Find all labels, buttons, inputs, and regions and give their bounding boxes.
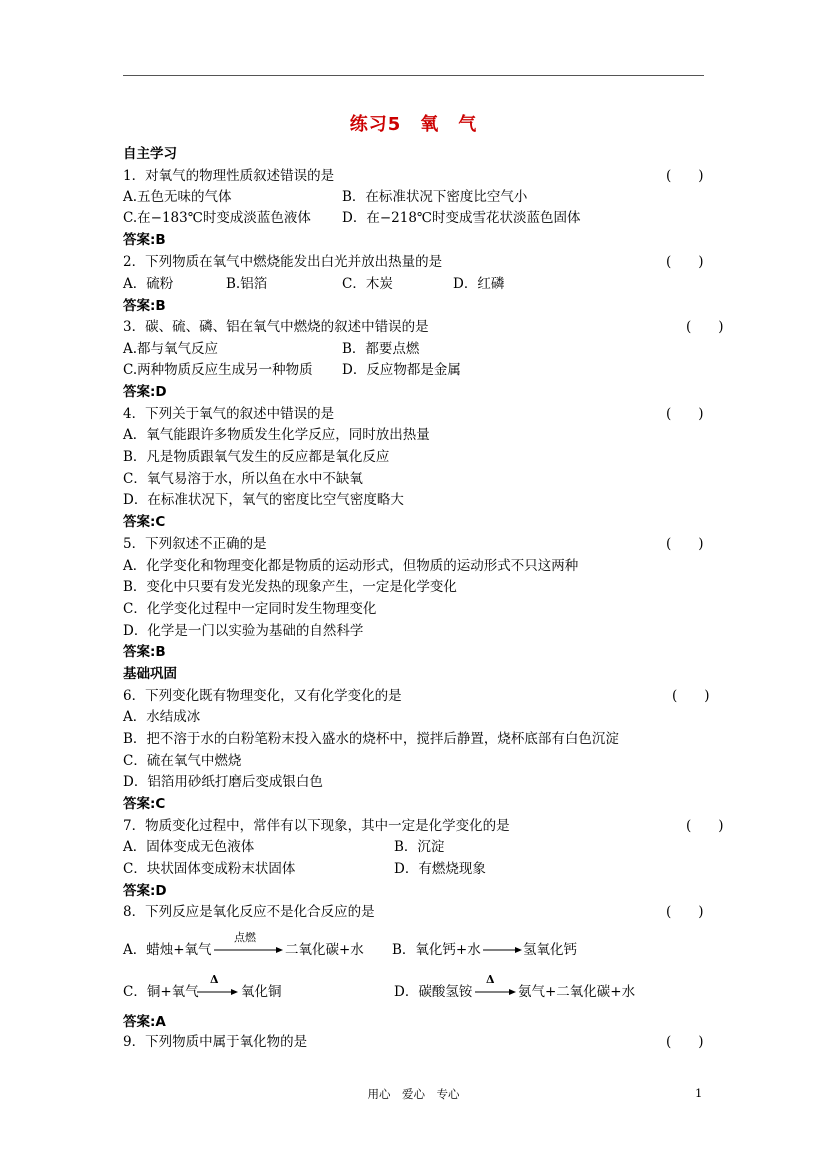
q1-option-a: A.五色无味的气体 bbox=[123, 189, 232, 205]
q1-answer: 答案:B bbox=[123, 232, 166, 248]
q5-option-b: B．变化中只要有发光发热的现象产生，一定是化学变化 bbox=[123, 579, 457, 595]
q9-stem: 9．下列物质中属于氧化物的是 bbox=[123, 1034, 308, 1050]
q7-option-d: D．有燃烧现象 bbox=[394, 861, 486, 877]
q2-option-c: C．木炭 bbox=[342, 276, 393, 292]
q2-answer-blank: ( ) bbox=[666, 254, 704, 270]
q2-option-b: B.铝箔 bbox=[226, 276, 268, 292]
q7-answer: 答案:D bbox=[123, 883, 167, 899]
q3-option-a: A.都与氧气反应 bbox=[123, 341, 219, 357]
q8-option-b-products: 氢氧化钙 bbox=[523, 942, 577, 958]
q4-stem: 4．下列关于氧气的叙述中错误的是 bbox=[123, 406, 335, 422]
q4-option-b: B．凡是物质跟氧气发生的反应都是氧化反应 bbox=[123, 449, 390, 465]
q1-answer-blank: ( ) bbox=[666, 168, 704, 184]
q2-option-d: D．红磷 bbox=[453, 276, 505, 292]
q8-answer-blank: ( ) bbox=[666, 904, 704, 920]
q8-answer: 答案:A bbox=[123, 1014, 166, 1030]
q1-stem: 1．对氧气的物理性质叙述错误的是 bbox=[123, 168, 335, 184]
q7-option-c: C．块状固体变成粉末状固体 bbox=[123, 861, 296, 877]
q5-option-a: A．化学变化和物理变化都是物质的运动形式，但物质的运动形式不只这两种 bbox=[123, 558, 579, 574]
q8-option-c-reactants: C．铜+氧气 bbox=[123, 984, 199, 1000]
q4-option-c: C．氧气易溶于水，所以鱼在水中不缺氧 bbox=[123, 471, 363, 487]
q5-option-c: C．化学变化过程中一定同时发生物理变化 bbox=[123, 601, 377, 617]
q8-option-c-condition: Δ bbox=[210, 973, 219, 986]
q6-option-d: D．铝箔用砂纸打磨后变成银白色 bbox=[123, 774, 323, 790]
q4-answer: 答案:C bbox=[123, 514, 166, 530]
q3-option-c: C.两种物质反应生成另一种物质 bbox=[123, 362, 313, 378]
q3-stem: 3．碳、硫、磷、铝在氧气中燃烧的叙述中错误的是 bbox=[123, 319, 429, 335]
page-number: 1 bbox=[695, 1086, 703, 1100]
q8-option-b-reactants: B．氧化钙+水 bbox=[392, 942, 481, 958]
q1-option-c: C.在−183℃时变成淡蓝色液体 bbox=[123, 210, 311, 226]
q5-option-d: D．化学是一门以实验为基础的自然科学 bbox=[123, 623, 364, 639]
q3-option-d: D．反应物都是金属 bbox=[342, 362, 461, 378]
q8-option-c-arrow bbox=[196, 986, 240, 998]
q8-option-a-reactants: A．蜡烛+氧气 bbox=[123, 942, 212, 958]
q8-option-d-condition: Δ bbox=[486, 973, 495, 986]
q6-answer: 答案:C bbox=[123, 796, 166, 812]
q4-option-d: D．在标准状况下，氧气的密度比空气密度略大 bbox=[123, 492, 404, 508]
q8-option-a-arrow bbox=[213, 944, 285, 956]
q2-stem: 2．下列物质在氧气中燃烧能发出白光并放出热量的是 bbox=[123, 254, 443, 270]
q6-option-b: B．把不溶于水的白粉笔粉末投入盛水的烧杯中，搅拌后静置，烧杯底部有白色沉淀 bbox=[123, 731, 619, 747]
q8-option-d-reactants: D．碳酸氢铵 bbox=[394, 984, 473, 1000]
q8-option-d-products: 氨气+二氧化碳+水 bbox=[518, 984, 636, 1000]
q6-option-a: A．水结成冰 bbox=[123, 709, 201, 725]
q5-answer-blank: ( ) bbox=[666, 536, 704, 552]
q8-option-a-products: 二氧化碳+水 bbox=[285, 942, 364, 958]
q1-option-d: D．在−218℃时变成雪花状淡蓝色固体 bbox=[342, 210, 581, 226]
q8-option-c-products: 氧化铜 bbox=[241, 984, 282, 1000]
footer-motto: 用心 爱心 专心 bbox=[367, 1087, 460, 1101]
header-rule bbox=[123, 75, 704, 76]
section-heading-self-study: 自主学习 bbox=[123, 146, 177, 162]
q6-option-c: C．硫在氧气中燃烧 bbox=[123, 753, 242, 769]
q6-answer-blank: ( ) bbox=[672, 688, 710, 704]
q9-answer-blank: ( ) bbox=[666, 1034, 704, 1050]
q2-option-a: A．硫粉 bbox=[123, 276, 174, 292]
q3-answer: 答案:D bbox=[123, 384, 167, 400]
q1-option-b: B．在标准状况下密度比空气小 bbox=[342, 189, 528, 205]
q7-option-a: A．固体变成无色液体 bbox=[123, 839, 255, 855]
q7-answer-blank: ( ) bbox=[686, 818, 724, 834]
q8-option-b-arrow bbox=[482, 944, 524, 956]
section-heading-consolidation: 基础巩固 bbox=[123, 666, 177, 682]
q5-answer: 答案:B bbox=[123, 644, 166, 660]
q7-option-b: B．沉淀 bbox=[394, 839, 445, 855]
q3-option-b: B．都要点燃 bbox=[342, 341, 420, 357]
q6-stem: 6．下列变化既有物理变化，又有化学变化的是 bbox=[123, 688, 402, 704]
q4-answer-blank: ( ) bbox=[666, 406, 704, 422]
q8-stem: 8．下列反应是氧化反应不是化合反应的是 bbox=[123, 904, 375, 920]
q3-answer-blank: ( ) bbox=[686, 319, 724, 335]
page-title: 练习5 氧 气 bbox=[349, 114, 478, 135]
q4-option-a: A．氧气能跟许多物质发生化学反应，同时放出热量 bbox=[123, 427, 430, 443]
q8-option-d-arrow bbox=[474, 986, 518, 998]
q7-stem: 7．物质变化过程中，常伴有以下现象，其中一定是化学变化的是 bbox=[123, 818, 510, 834]
q8-option-a-condition: 点燃 bbox=[234, 931, 256, 944]
q5-stem: 5．下列叙述不正确的是 bbox=[123, 536, 267, 552]
q2-answer: 答案:B bbox=[123, 298, 166, 314]
